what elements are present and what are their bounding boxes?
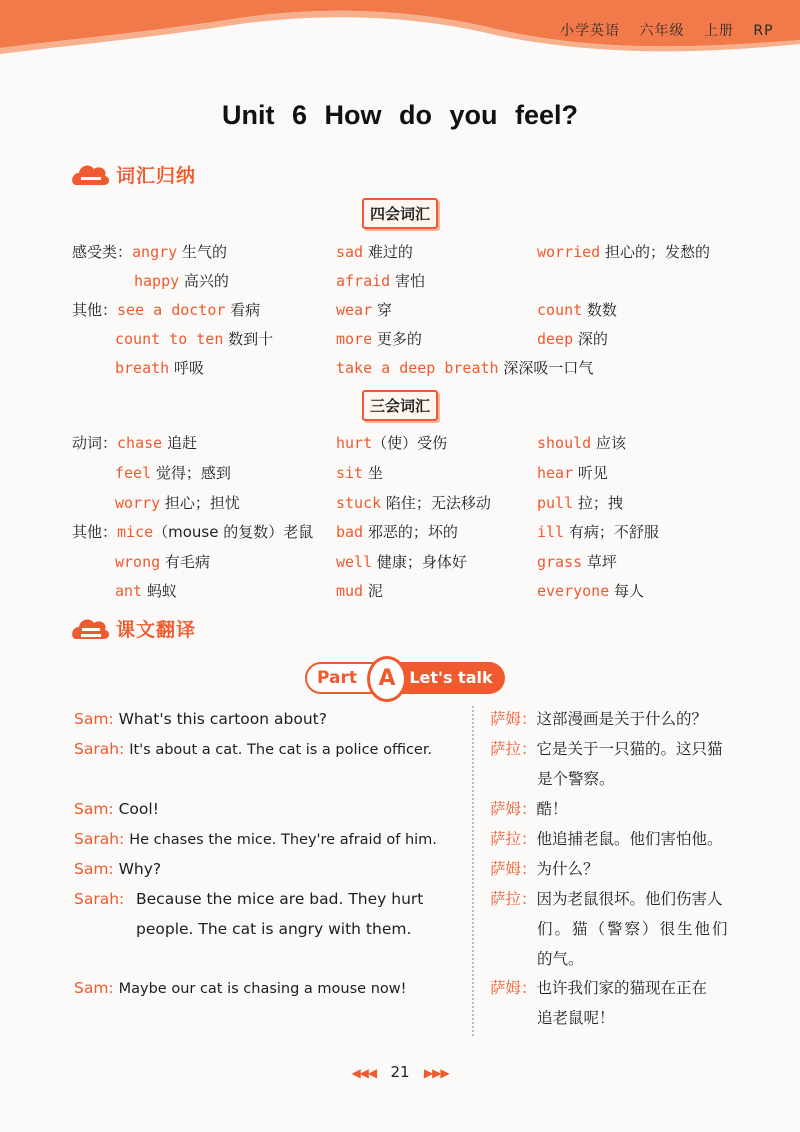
category-label: 其他： bbox=[72, 523, 118, 541]
column-divider bbox=[472, 706, 474, 1036]
vocab-row bbox=[336, 242, 413, 262]
vocab-meaning: 追赶 bbox=[162, 434, 197, 452]
vocab-row bbox=[72, 300, 260, 320]
vocab-row bbox=[336, 522, 458, 542]
vocab-word: feel bbox=[115, 464, 152, 482]
vocab-word: well bbox=[336, 553, 373, 571]
vocab-meaning: 每人 bbox=[609, 582, 645, 600]
vocab-word: breath bbox=[115, 359, 170, 377]
dialogue-text: people. The cat is angry with them. bbox=[136, 920, 412, 938]
vocab-meaning: 深深吸一口气 bbox=[498, 359, 594, 377]
dialogue-text: It's about a cat. The cat is a police officer. bbox=[129, 742, 433, 758]
vocab-meaning: 看病 bbox=[225, 301, 261, 319]
header-subject: 小学英语 bbox=[560, 23, 620, 39]
vocab-row bbox=[537, 581, 644, 601]
vocab-meaning: 健康；身体好 bbox=[372, 553, 467, 571]
vocab-meaning: （使）受伤 bbox=[372, 434, 448, 452]
section-vocab-heading bbox=[72, 160, 196, 188]
vocab-meaning: 拉；拽 bbox=[573, 494, 623, 512]
header-grade: 六年级 bbox=[639, 23, 685, 39]
vocab-meaning: 有病；不舒服 bbox=[564, 523, 659, 541]
right-arrows-icon: ▶▶▶ bbox=[423, 1066, 449, 1080]
speaker-label: 萨姆： bbox=[490, 710, 537, 728]
vocab-meaning: 害怕 bbox=[390, 272, 425, 290]
vocab-word: count bbox=[537, 301, 583, 319]
dialogue-cn-line bbox=[490, 854, 599, 884]
speaker-label: 萨姆： bbox=[490, 860, 537, 878]
vocab-meaning: （mouse 的复数）老鼠 bbox=[153, 523, 314, 541]
vocab-row bbox=[336, 552, 467, 572]
vocab-row bbox=[115, 581, 177, 601]
section-translation-heading bbox=[72, 614, 196, 642]
vocab-word: sit bbox=[336, 464, 364, 482]
speaker-label: 萨姆： bbox=[490, 979, 537, 997]
vocab-meaning: 穿 bbox=[372, 301, 392, 319]
dialogue-en-line bbox=[74, 704, 464, 734]
dialogue-en-line bbox=[74, 794, 159, 824]
dialogue-cn-line bbox=[490, 794, 568, 824]
vocab-word: hurt bbox=[336, 434, 373, 452]
speaker-label: Sarah: bbox=[74, 890, 125, 908]
header-volume: 上册 bbox=[703, 23, 734, 39]
vocab-word: take a deep breath bbox=[336, 359, 499, 377]
part-name: Let's talk bbox=[397, 662, 505, 694]
vocab-row bbox=[336, 433, 447, 453]
vocab-meaning: 邪恶的；坏的 bbox=[363, 523, 458, 541]
vocab-row bbox=[115, 463, 231, 483]
vocab-row bbox=[336, 300, 392, 320]
vocab-word: count to ten bbox=[115, 330, 224, 348]
dialogue-en-line bbox=[74, 734, 469, 765]
section-vocab-title: 词汇归纳 bbox=[116, 164, 197, 187]
section-translation-title: 课文翻译 bbox=[116, 618, 197, 641]
vocab-row bbox=[537, 242, 710, 262]
vocab-row bbox=[336, 358, 593, 378]
vocab-word: everyone bbox=[537, 582, 610, 600]
dialogue-text: 他追捕老鼠。他们害怕他。 bbox=[536, 830, 723, 848]
dialogue-cn-line bbox=[490, 884, 723, 914]
book-header bbox=[560, 20, 788, 40]
vocab-meaning: 担心的；发愁的 bbox=[600, 243, 710, 261]
dialogue-text: Cool! bbox=[118, 800, 159, 818]
vocab-row bbox=[72, 242, 227, 262]
speaker-label: Sam: bbox=[74, 860, 114, 878]
vocab-meaning: 蚂蚁 bbox=[142, 582, 177, 600]
vocab-row bbox=[72, 522, 313, 542]
vocab-row bbox=[336, 463, 383, 483]
vocab-row bbox=[336, 329, 422, 349]
dialogue-text: 的气。 bbox=[537, 950, 584, 968]
vocab-row bbox=[537, 493, 623, 513]
vocab-meaning: 听见 bbox=[573, 464, 608, 482]
vocab-word: chase bbox=[117, 434, 163, 452]
dialogue-text: 是个警察。 bbox=[537, 770, 615, 788]
dialogue-cn-line bbox=[490, 824, 723, 854]
dialogue-text: 为什么？ bbox=[536, 860, 599, 878]
vocab-word: happy bbox=[134, 272, 180, 290]
dialogue-en-line bbox=[74, 854, 161, 884]
dialogue-text: 因为老鼠很坏。他们伤害人 bbox=[536, 890, 723, 908]
vocab-word: more bbox=[336, 330, 373, 348]
vocab-row bbox=[336, 271, 425, 291]
category-label: 感受类： bbox=[72, 243, 133, 261]
dialogue-cn-line bbox=[490, 973, 707, 1003]
speaker-label: Sarah: bbox=[74, 740, 125, 758]
speaker-label: 萨拉： bbox=[490, 740, 537, 758]
vocab-row bbox=[115, 493, 240, 513]
dialogue-text: Because the mice are bad. They hurt bbox=[136, 890, 424, 908]
vocab-row bbox=[115, 552, 210, 572]
part-a-banner bbox=[305, 660, 505, 694]
four-skill-box bbox=[0, 198, 800, 226]
vocab-row bbox=[537, 300, 617, 320]
vocab-row bbox=[134, 271, 229, 291]
speaker-label: Sam: bbox=[74, 979, 114, 997]
page-number: 21 bbox=[390, 1063, 410, 1081]
dialogue-text: He chases the mice. They're afraid of him. bbox=[129, 832, 437, 848]
vocab-meaning: 数数 bbox=[582, 301, 617, 319]
dialogue-en-line bbox=[74, 973, 406, 1004]
vocab-word: grass bbox=[537, 553, 583, 571]
vocab-row bbox=[336, 581, 383, 601]
header-edition: RP bbox=[753, 23, 774, 39]
vocab-row bbox=[537, 552, 617, 572]
dialogue-en-line bbox=[74, 824, 437, 855]
vocab-word: angry bbox=[132, 243, 178, 261]
vocab-meaning: 高兴的 bbox=[179, 272, 229, 290]
part-letter: A bbox=[367, 656, 407, 702]
dialogue-text: 它是关于一只猫的。这只猫 bbox=[536, 740, 723, 758]
vocab-row bbox=[336, 493, 491, 513]
speaker-label: Sarah: bbox=[74, 830, 125, 848]
vocab-meaning: 呼吸 bbox=[169, 359, 204, 377]
dialogue-text: Maybe our cat is chasing a mouse now! bbox=[118, 981, 407, 997]
vocab-meaning: 泥 bbox=[363, 582, 383, 600]
vocab-row bbox=[537, 329, 608, 349]
vocab-row bbox=[537, 433, 626, 453]
speaker-label: Sam: bbox=[74, 710, 114, 728]
vocab-word: should bbox=[537, 434, 592, 452]
left-arrows-icon: ◀◀◀ bbox=[351, 1066, 377, 1080]
vocab-meaning: 草坪 bbox=[582, 553, 617, 571]
vocab-meaning: 更多的 bbox=[372, 330, 422, 348]
vocab-row bbox=[72, 433, 197, 453]
vocab-meaning: 担心；担忧 bbox=[160, 494, 240, 512]
speaker-label: 萨拉： bbox=[490, 890, 537, 908]
vocab-word: ant bbox=[115, 582, 143, 600]
vocab-row bbox=[115, 358, 204, 378]
vocab-meaning: 陷住；无法移动 bbox=[381, 494, 491, 512]
speaker-label: Sam: bbox=[74, 800, 114, 818]
three-skill-label: 三会词汇 bbox=[362, 390, 438, 421]
vocab-word: wrong bbox=[115, 553, 161, 571]
vocab-row bbox=[537, 522, 659, 542]
vocab-word: sad bbox=[336, 243, 364, 261]
vocab-word: mud bbox=[336, 582, 364, 600]
page-footer bbox=[0, 1063, 800, 1081]
vocab-word: ill bbox=[537, 523, 565, 541]
dialogue-text: 也许我们家的猫现在正在 bbox=[536, 979, 708, 997]
dialogue-cn-line bbox=[490, 734, 723, 764]
dialogue-en-line bbox=[74, 884, 124, 914]
vocab-word: bad bbox=[336, 523, 364, 541]
vocab-meaning: 生气的 bbox=[177, 243, 227, 261]
speaker-label: 萨拉： bbox=[490, 830, 537, 848]
dialogue-cn-line bbox=[490, 704, 707, 734]
vocab-word: stuck bbox=[336, 494, 382, 512]
vocab-word: hear bbox=[537, 464, 574, 482]
four-skill-label: 四会词汇 bbox=[362, 198, 438, 229]
vocab-word: worried bbox=[537, 243, 601, 261]
vocab-row bbox=[115, 329, 273, 349]
vocab-word: deep bbox=[537, 330, 574, 348]
dialogue-text: 酷！ bbox=[536, 800, 568, 818]
dialogue-text: What's this cartoon about? bbox=[118, 710, 327, 728]
vocab-word: pull bbox=[537, 494, 574, 512]
vocab-meaning: 坐 bbox=[363, 464, 383, 482]
dialogue-text: Why? bbox=[118, 860, 162, 878]
dialogue-text: 这部漫画是关于什么的？ bbox=[536, 710, 708, 728]
category-label: 其他： bbox=[72, 301, 118, 319]
section-one-icon bbox=[72, 161, 110, 187]
vocab-word: wear bbox=[336, 301, 373, 319]
vocab-meaning: 难过的 bbox=[363, 243, 413, 261]
speaker-label: 萨姆： bbox=[490, 800, 537, 818]
section-two-icon bbox=[72, 615, 110, 641]
part-word: Part bbox=[305, 662, 389, 694]
vocab-meaning: 有毛病 bbox=[160, 553, 210, 571]
unit-title: Unit 6 How do you feel? bbox=[221, 100, 578, 130]
vocab-word: worry bbox=[115, 494, 161, 512]
category-label: 动词： bbox=[72, 434, 118, 452]
vocab-meaning: 应该 bbox=[591, 434, 626, 452]
three-skill-box bbox=[0, 390, 800, 418]
vocab-word: afraid bbox=[336, 272, 391, 290]
vocab-word: see a doctor bbox=[117, 301, 226, 319]
dialogue-text: 追老鼠呢！ bbox=[537, 1009, 615, 1027]
vocab-meaning: 深的 bbox=[573, 330, 608, 348]
vocab-meaning: 数到十 bbox=[223, 330, 274, 348]
vocab-meaning: 觉得；感到 bbox=[151, 464, 231, 482]
dialogue-text: 们。猫（警察）很生他们 bbox=[537, 920, 730, 938]
vocab-row bbox=[537, 463, 608, 483]
vocab-word: mice bbox=[117, 523, 154, 541]
